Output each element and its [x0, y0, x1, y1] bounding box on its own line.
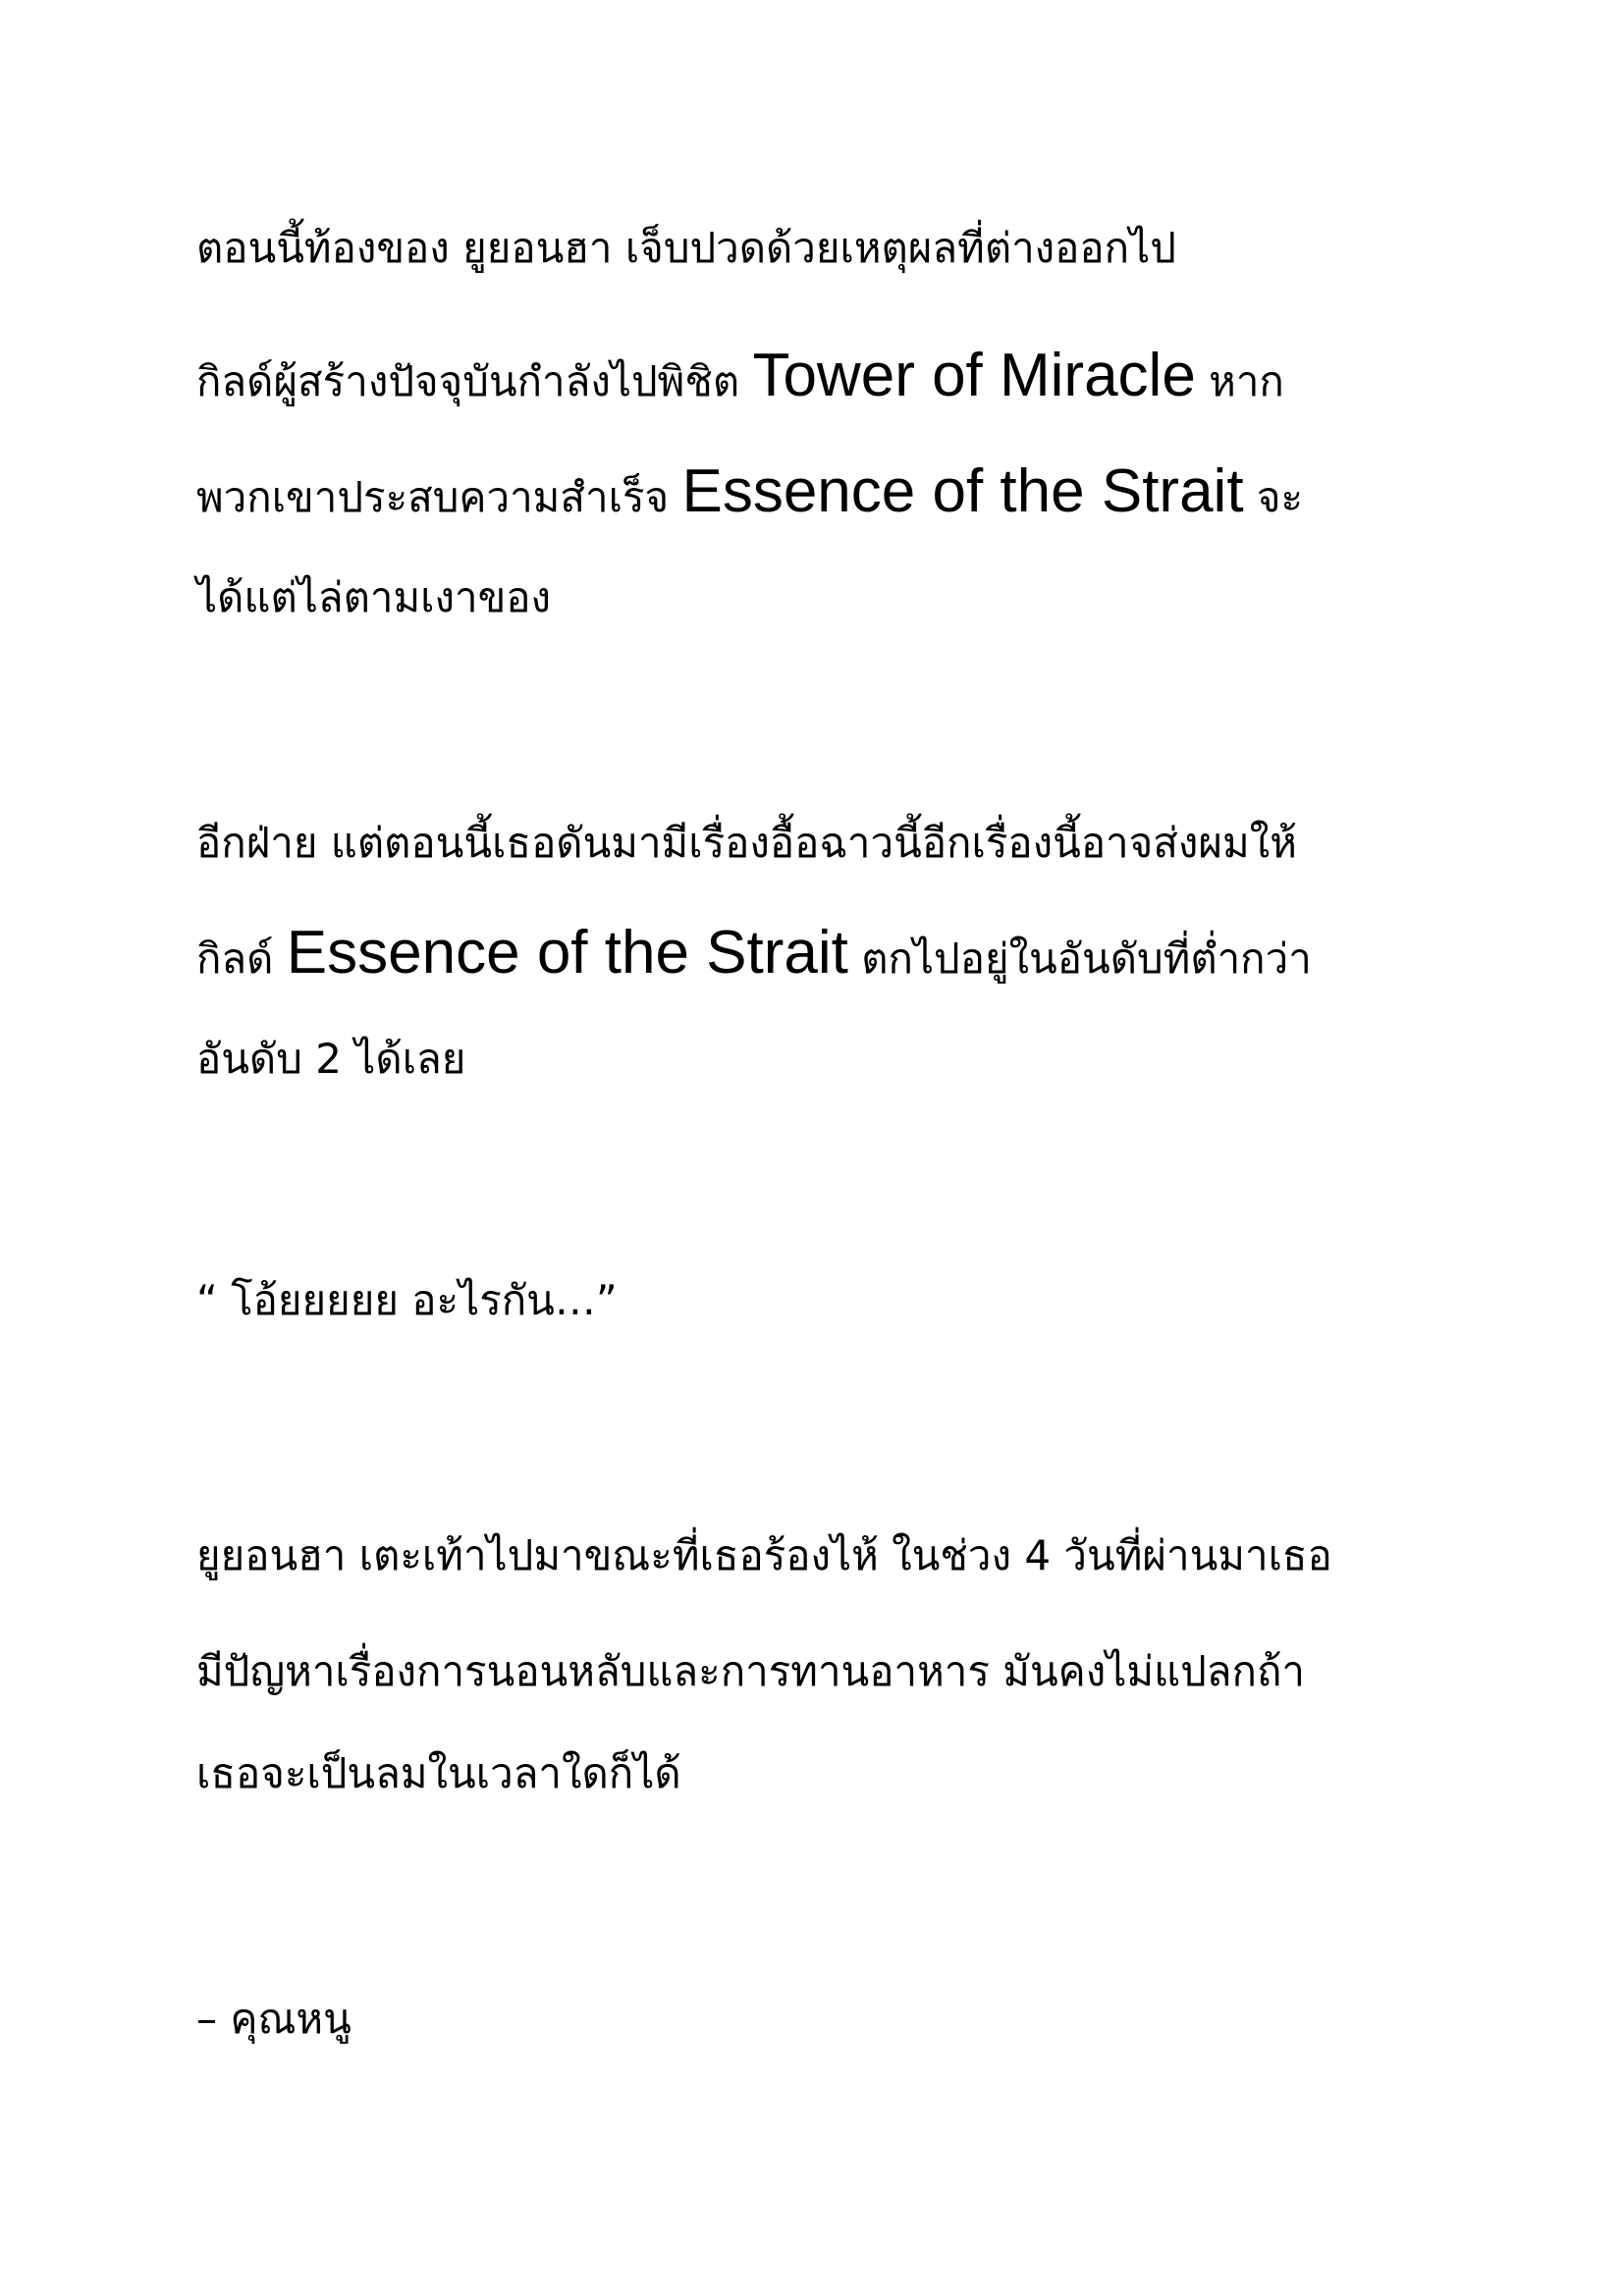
paragraph-1-line-3 — [196, 457, 1304, 525]
paragraph-1-line-2 — [196, 342, 1284, 409]
line-text: อีกฝ่าย แต่ตอนนี้เธอดันมามีเรื่องอื้อฉาวนี้อีกเรื่องนี้อาจส่งผมให้ — [196, 819, 1297, 867]
line-text-before: กิลด์ — [196, 934, 287, 983]
guild-name-essence-of-the-strait: Essence of the Strait — [681, 457, 1244, 525]
paragraph-1-line-4 — [196, 573, 552, 621]
line-text-after: หาก — [1195, 357, 1284, 405]
line-text: ได้แต่ไล่ตามเงาของ — [196, 573, 552, 621]
paragraph-2-line-2 — [196, 919, 1312, 987]
dialogue-line — [196, 1276, 618, 1324]
paragraph-1-line-1 — [196, 224, 1176, 272]
paragraph-4-line-1 — [196, 1531, 1332, 1579]
paragraph-4-line-2 — [196, 1647, 1305, 1695]
line-text: – คุณหนู — [196, 1995, 352, 2043]
line-text-after: ตกไปอยู่ในอันดับที่ต่ำกว่า — [847, 934, 1312, 983]
line-text: มีปัญหาเรื่องการนอนหลับและการทานอาหาร มันคงไม่แปลกถ้า — [196, 1647, 1305, 1695]
paragraph-4-line-3 — [196, 1749, 681, 1797]
dialogue-line-closing — [196, 1995, 352, 2043]
line-text: ยูยอนฮา เตะเท้าไปมาขณะที่เธอร้องไห้ ในช่วง 4 วันที่ผ่านมาเธอ — [196, 1531, 1332, 1579]
line-text: อันดับ 2 ได้เลย — [196, 1035, 466, 1083]
guild-name-tower-of-miracle: Tower of Miracle — [752, 342, 1196, 409]
line-text-before: กิลด์ผู้สร้างปัจจุบันกำลังไปพิชิต — [196, 357, 753, 405]
line-text: “ โอ้ยยยยย อะไรกัน…” — [196, 1276, 618, 1324]
paragraph-2-line-1 — [196, 819, 1297, 867]
line-text-after: จะ — [1243, 473, 1304, 521]
line-text: เธอจะเป็นลมในเวลาใดก็ได้ — [196, 1749, 681, 1797]
line-text: ตอนนี้ท้องของ ยูยอนฮา เจ็บปวดด้วยเหตุผลที่ต่างออกไป — [196, 224, 1176, 272]
guild-name-essence-of-the-strait: Essence of the Strait — [286, 919, 848, 987]
line-text-before: พวกเขาประสบความสำเร็จ — [196, 473, 682, 521]
paragraph-2-line-3 — [196, 1035, 466, 1083]
